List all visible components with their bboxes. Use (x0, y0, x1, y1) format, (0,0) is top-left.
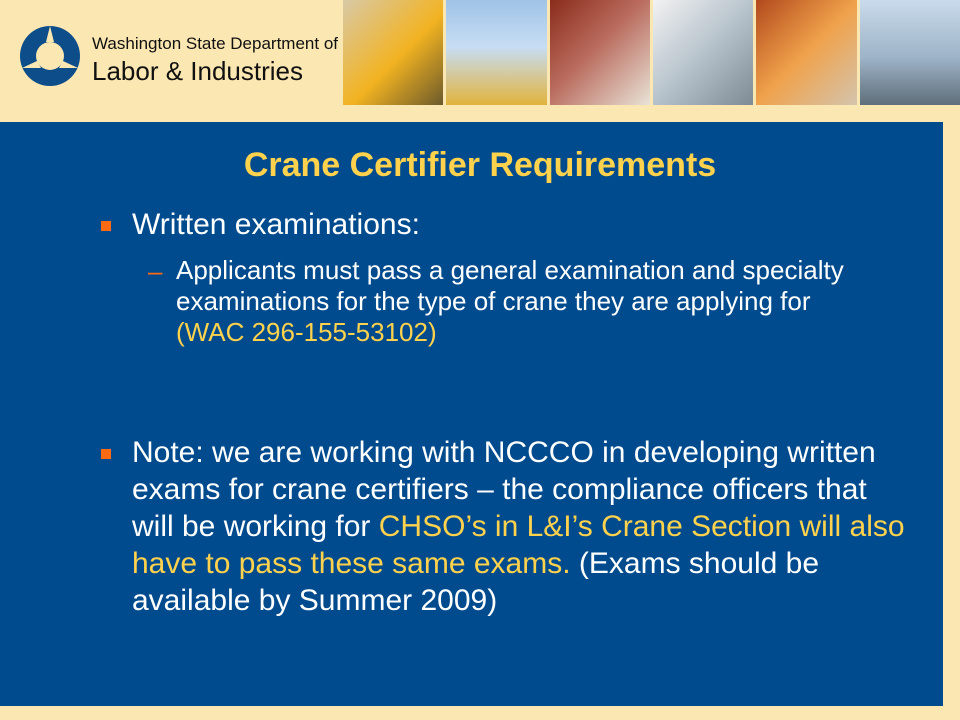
caliper-photo (653, 0, 753, 105)
lni-logo-icon (18, 24, 82, 88)
slide-title: Crane Certifier Requirements (243, 146, 717, 184)
header (0, 0, 960, 122)
sub-bullet-1 (176, 255, 866, 348)
bullet-marker-2 (101, 449, 111, 459)
org-name-line2: Labor & Industries (92, 56, 304, 86)
space-needle-photo (860, 0, 960, 105)
bullet-2-text-1: Note: we are working with NCCCO in developing written exams for crane certifiers – the compliance officers that will be working for (132, 436, 876, 543)
footer-band (0, 706, 960, 720)
bullet-marker-1 (101, 221, 111, 231)
bullet-2-text-2: (Exams should be available by Summer 2009) (132, 547, 820, 617)
bullet-1: Written examinations: (132, 208, 420, 241)
crane-photo-1 (343, 0, 443, 105)
photo-strip (343, 0, 960, 105)
right-border (943, 122, 960, 706)
wac-reference: (WAC 296-155-53102) (176, 317, 437, 347)
bullet-2-highlight: CHSO’s in L&I’s Crane Section will also have to pass these same exams. (132, 510, 905, 580)
sub-bullet-1-text: Applicants must pass a general examination and specialty examinations for the type of crane they are applying for (176, 255, 844, 316)
crane-structure-photo (756, 0, 856, 105)
crane-photo-2 (446, 0, 546, 105)
sub-bullet-dash: – (148, 256, 163, 286)
worker-hands-photo (550, 0, 650, 105)
org-name-line1: Washington State Department of (92, 34, 339, 53)
bullet-2 (132, 434, 912, 619)
